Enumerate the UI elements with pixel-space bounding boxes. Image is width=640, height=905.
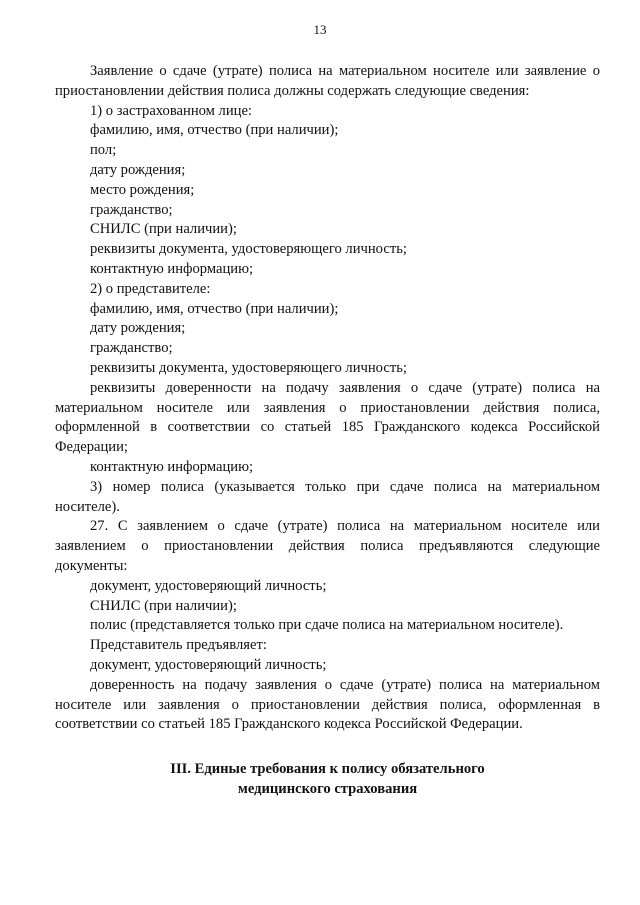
list-item: полис (представляется только при сдаче полиса на материальном носителе). (90, 617, 564, 634)
document-body (55, 62, 600, 735)
list-item: СНИЛС (при наличии); (90, 221, 237, 238)
section-heading (55, 759, 600, 799)
list-item: гражданство; (90, 201, 173, 218)
list-item: дату рождения; (90, 320, 186, 337)
list-item: документ, удостоверяющий личность; (90, 656, 327, 673)
list-item: документ, удостоверяющий личность; (90, 577, 327, 594)
section-heading-line: медицинского страхования (237, 781, 418, 797)
list-item: пол; (90, 142, 117, 159)
paragraph-intro: Заявление о сдаче (утрате) полиса на материальном носителе или заявление о приостановлении действия полиса должны содержать следующие сведения: (55, 63, 600, 99)
paragraph-clause-27: 27. С заявлением о сдаче (утрате) полиса на материальном носителе или заявлением о приостановлении действия полиса предъявляются следующие документы: (55, 518, 600, 574)
list-item: реквизиты документа, удостоверяющего личность; (90, 359, 407, 376)
list-item: контактную информацию; (90, 458, 254, 475)
list-item: фамилию, имя, отчество (при наличии); (90, 122, 339, 139)
list-item: гражданство; (90, 340, 173, 357)
list-item: фамилию, имя, отчество (при наличии); (90, 300, 339, 317)
list-item: реквизиты документа, удостоверяющего личность; (90, 241, 407, 258)
list-item-representative-heading: 2) о представителе: (90, 280, 211, 297)
list-item: реквизиты доверенности на подачу заявления о сдаче (утрате) полиса на материальном носителе или заявления о приостановлении действия полиса, оформленной в соответствии со статьей 185 Гражданского кодекса Российской Федерации; (55, 379, 600, 456)
section-heading-line: III. Единые требования к полису обязательного (170, 761, 485, 777)
paragraph-representative-presents: Представитель предъявляет: (90, 637, 267, 654)
page-number: 13 (313, 22, 327, 37)
list-item-insured-heading: 1) о застрахованном лице: (90, 102, 252, 119)
list-item: место рождения; (90, 181, 195, 198)
list-item: СНИЛС (при наличии); (90, 597, 237, 614)
list-item: контактную информацию; (90, 260, 254, 277)
list-item: дату рождения; (90, 161, 186, 178)
list-item: доверенность на подачу заявления о сдаче (утрате) полиса на материальном носителе или заявления о приостановлении действия полиса, оформленная в соответствии со статьей 185 Гражданского кодекса Российской Федерации. (55, 676, 600, 733)
list-item-policy-number: 3) номер полиса (указывается только при сдаче полиса на материальном носителе). (55, 478, 600, 515)
